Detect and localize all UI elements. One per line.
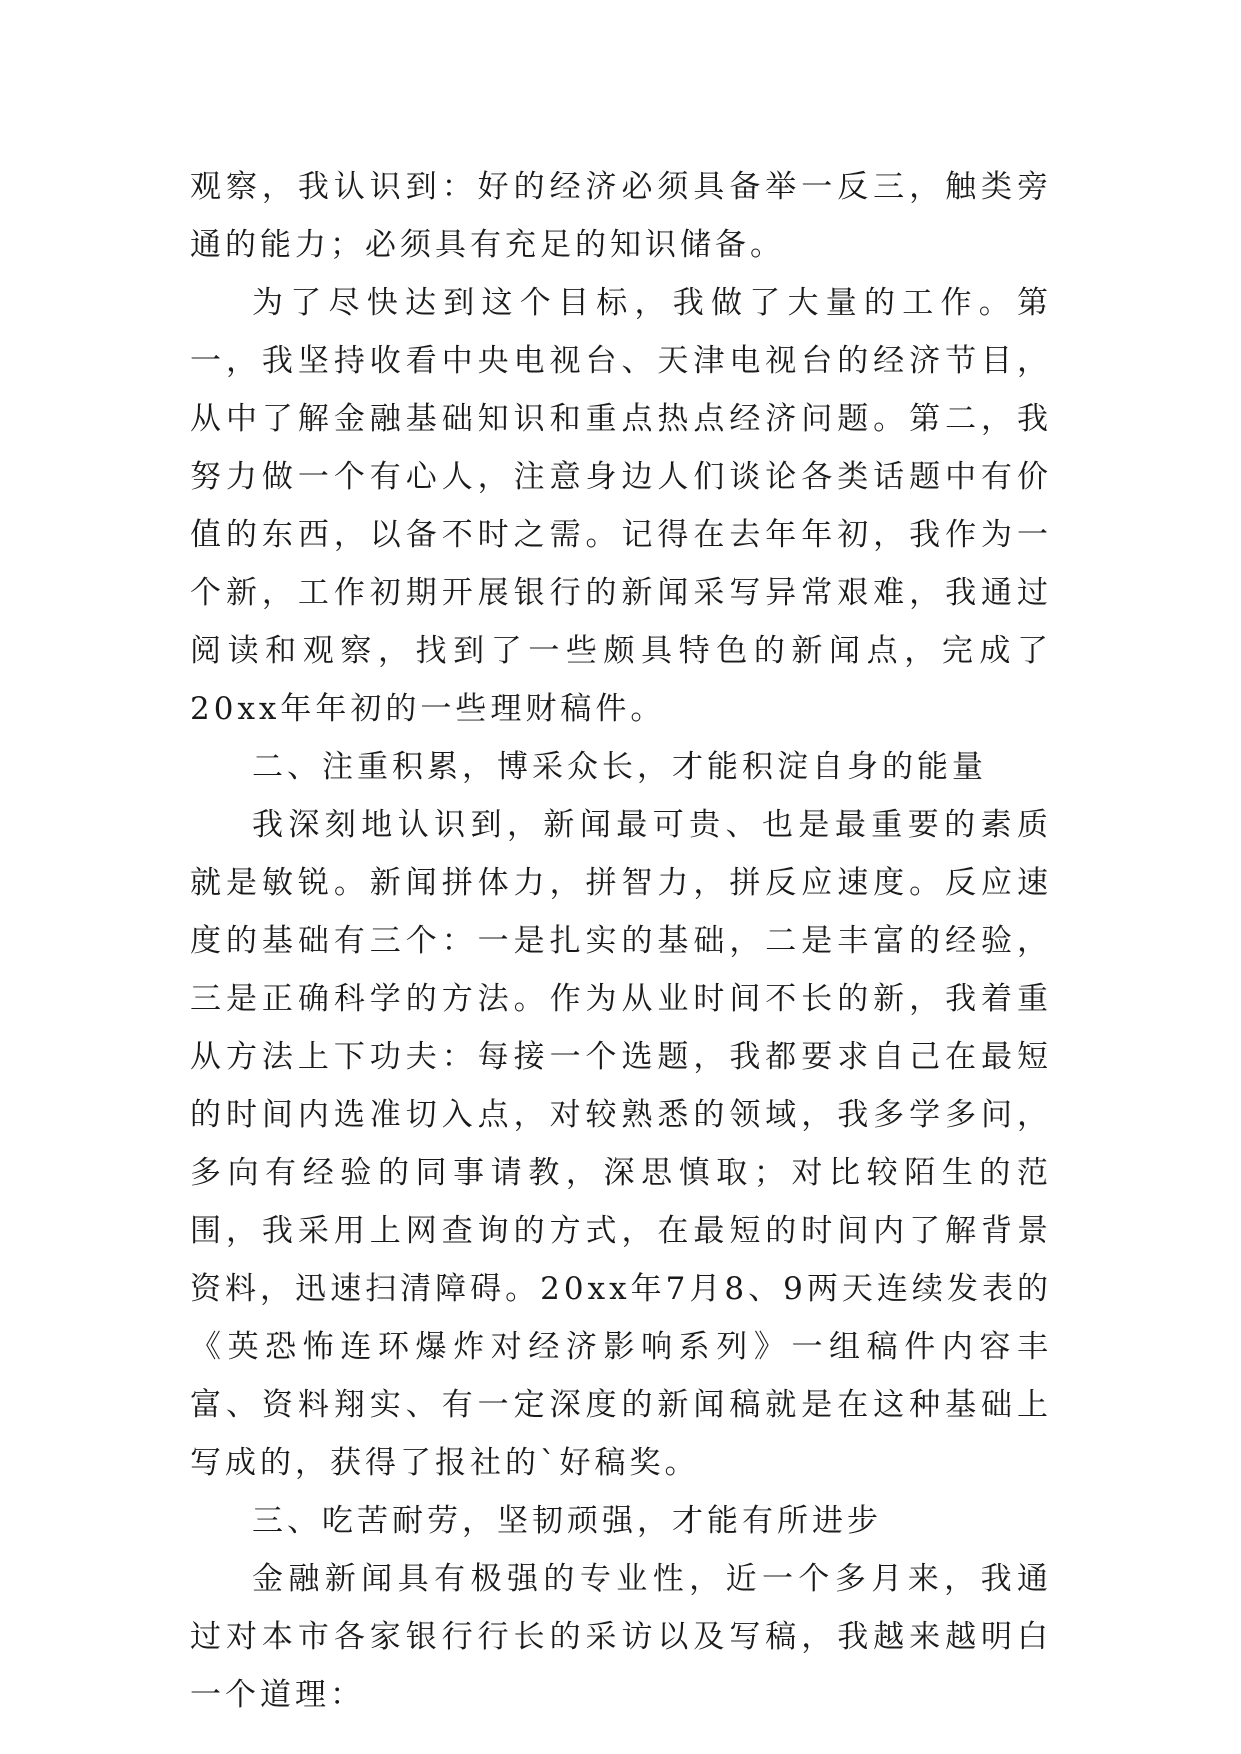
paragraph-news-sensitivity: 我深刻地认识到，新闻最可贵、也是最重要的素质就是敏锐。新闻拼体力，拼智力，拼反应速度。反应速度的基础有三个：一是扎实的基础，二是丰富的经验，三是正确科学的方法。作为从业时间不长的新，我着重从方法上下功夫：每接一个选题，我都要求自己在最短的时间内选准切入点，对较熟悉的领域，我多学多问，多向有经验的同事请教，深思慎取；对比较陌生的范围，我采用上网查询的方式，在最短的时间内了解背景资料，迅速扫清障碍。20xx年7月8、9两天连续发表的《英恐怖连环爆炸对经济影响系列》一组稿件内容丰富、资料翔实、有一定深度的新闻稿就是在这种基础上写成的，获得了报社的`好稿奖。 <box>190 807 1052 1481</box>
paragraph-continued: 观察，我认识到：好的经济必须具备举一反三，触类旁通的能力；必须具有充足的知识储备。 <box>190 169 1052 263</box>
paragraph-work-effort: 为了尽快达到这个目标，我做了大量的工作。第一，我坚持收看中央电视台、天津电视台的经济节目，从中了解金融基础知识和重点热点经济问题。第二，我努力做一个有心人，注意身边人们谈论各类话题中有价值的东西，以备不时之需。记得在去年年初，我作为一个新，工作初期开展银行的新闻采写异常艰难，我通过阅读和观察，找到了一些颇具特色的新闻点，完成了20xx年年初的一些理财稿件。 <box>190 285 1052 727</box>
document-body <box>190 158 1052 1724</box>
paragraph-financial-news: 金融新闻具有极强的专业性，近一个多月来，我通过对本市各家银行行长的采访以及写稿，我越来越明白一个道理： <box>190 1561 1052 1713</box>
section-heading-2: 二、注重积累，博采众长，才能积淀自身的能量 <box>252 749 987 785</box>
section-heading-3: 三、吃苦耐劳，坚韧顽强，才能有所进步 <box>252 1503 882 1539</box>
